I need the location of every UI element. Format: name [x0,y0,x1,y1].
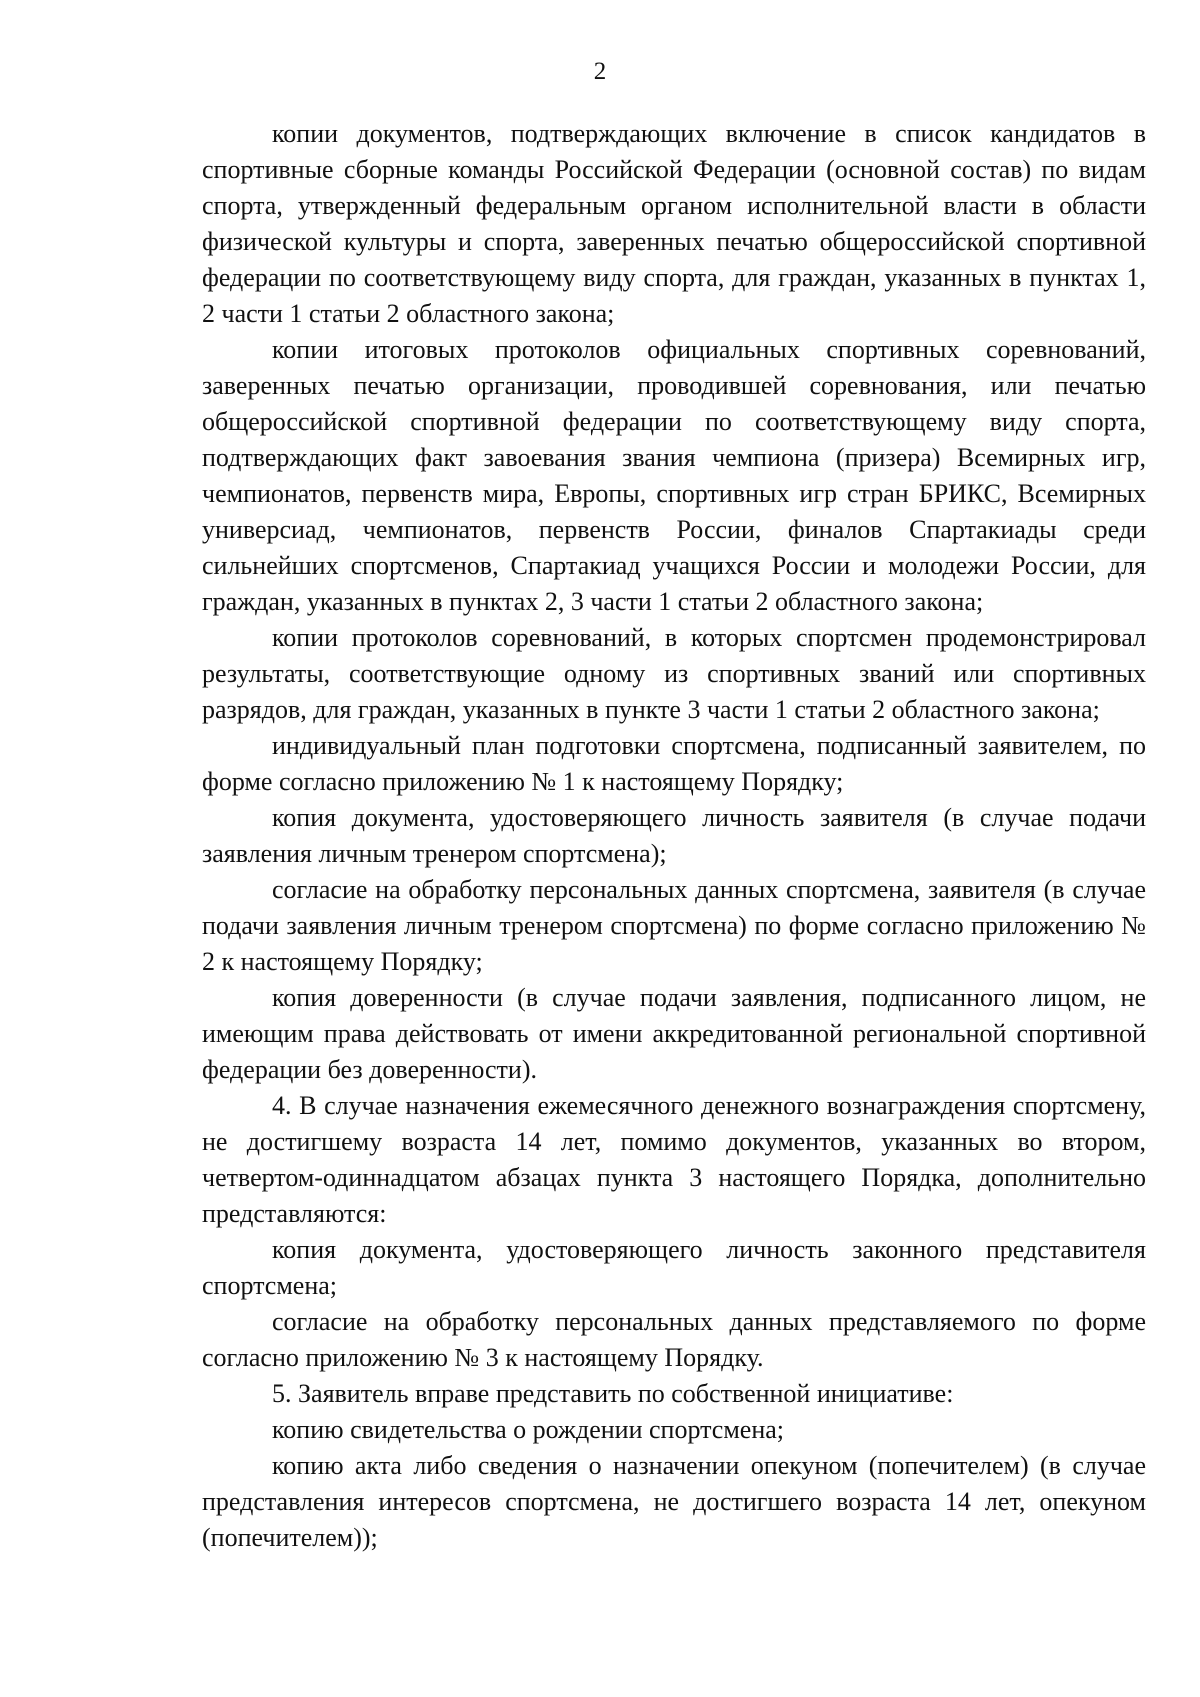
paragraph: копию акта либо сведения о назначении опекуном (попечителем) (в случае представления интересов спортсмена, не достигшего возраста 14 лет, опекуном (попечителем)); [202,1451,1146,1552]
paragraph: копии протоколов соревнований, в которых спортсмен продемонстрировал результаты, соответствующие одному из спортивных званий или спортивных разрядов, для граждан, указанных в пункте 3 части 1 статьи 2 областного закона; [202,623,1146,724]
paragraph: 5. Заявитель вправе представить по собственной инициативе: [272,1379,954,1408]
paragraph: 4. В случае назначения ежемесячного денежного вознаграждения спортсмену, не достигшему возраста 14 лет, помимо документов, указанных во втором, четвертом-одиннадцатом абзацах пункта 3 настоящего Порядка, дополнительно представляются: [202,1091,1146,1228]
paragraph: согласие на обработку персональных данных спортсмена, заявителя (в случае подачи заявления личным тренером спортсмена) по форме согласно приложению № 2 к настоящему Порядку; [202,875,1146,976]
paragraph: копию свидетельства о рождении спортсмена; [272,1415,785,1444]
paragraph: копия доверенности (в случае подачи заявления, подписанного лицом, не имеющим права действовать от имени аккредитованной региональной спортивной федерации без доверенности). [202,983,1146,1084]
document-body [202,116,1146,1556]
paragraph: согласие на обработку персональных данных представляемого по форме согласно приложению № 3 к настоящему Порядку. [202,1307,1146,1372]
paragraph: индивидуальный план подготовки спортсмена, подписанный заявителем, по форме согласно приложению № 1 к настоящему Порядку; [202,731,1146,796]
paragraph: копии документов, подтверждающих включение в список кандидатов в спортивные сборные команды Российской Федерации (основной состав) по видам спорта, утвержденный федеральным органом исполнительной власти в области физической культуры и спорта, заверенных печатью общероссийской спортивной федерации по соответствующему виду спорта, для граждан, указанных в пунктах 1, 2 части 1 статьи 2 областного закона; [202,119,1146,328]
paragraph: копия документа, удостоверяющего личность заявителя (в случае подачи заявления личным тренером спортсмена); [202,803,1146,868]
page-number: 2 [593,58,607,85]
paragraph: копии итоговых протоколов официальных спортивных соревнований, заверенных печатью организации, проводившей соревнования, или печатью общероссийской спортивной федерации по соответствующему виду спорта, подтверждающих факт завоевания звания чемпиона (призера) Всемирных игр, чемпионатов, первенств мира, Европы, спортивных игр стран БРИКС, Всемирных универсиад, чемпионатов, первенств России, финалов Спартакиады среди сильнейших спортсменов, Спартакиад учащихся России и молодежи России, для граждан, указанных в пунктах 2, 3 части 1 статьи 2 областного закона; [202,335,1146,616]
paragraph: копия документа, удостоверяющего личность законного представителя спортсмена; [202,1235,1146,1300]
